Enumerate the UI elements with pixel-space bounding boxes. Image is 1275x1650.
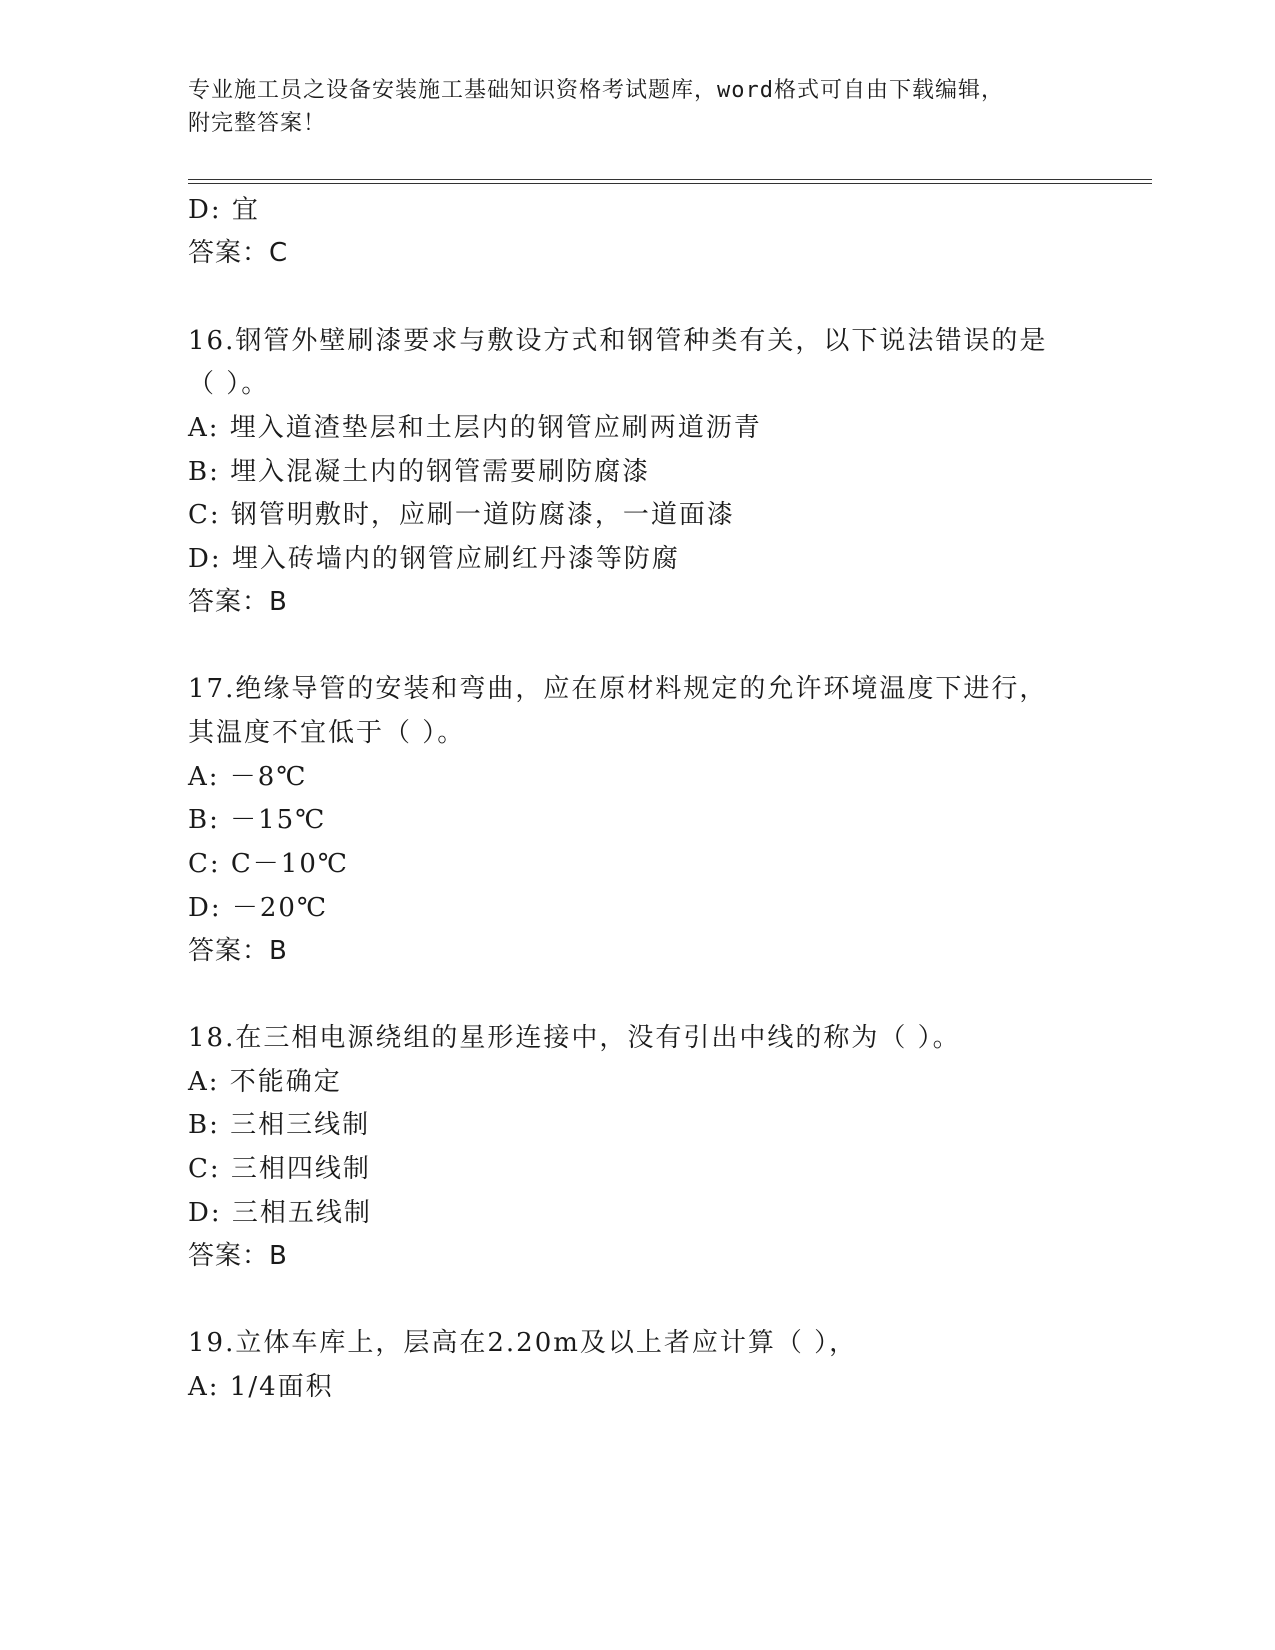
question-16-option-a: A: 埋入道渣垫层和土层内的钢管应刷两道沥青 [188,413,762,443]
question-16-option-b: B: 埋入混凝土内的钢管需要刷防腐漆 [188,457,651,487]
document-header [188,74,1088,140]
question-18-answer: 答案：B [188,1241,288,1271]
question-17-option-b: B: －15℃ [188,805,327,835]
question-18-option-d: D: 三相五线制 [188,1198,372,1228]
question-18-stem-line-1: 18.在三相电源绕组的星形连接中，没有引出中线的称为（ ）。 [188,1023,961,1053]
question-18-option-a: A: 不能确定 [188,1067,342,1097]
question-19-option-a: A: 1/4面积 [188,1372,334,1402]
question-16-option-c: C: 钢管明敷时，应刷一道防腐漆，一道面漆 [188,500,735,530]
question-16-stem-line-2: （ ）。 [188,369,270,399]
question-16-stem-line-1: 16.钢管外壁刷漆要求与敷设方式和钢管种类有关，以下说法错误的是 [188,326,1048,356]
question-17-answer: 答案：B [188,936,288,966]
header-divider-bottom [188,183,1152,184]
header-line-2: 附完整答案！ [188,111,327,136]
prev-question-answer: 答案：C [188,238,289,268]
question-19-stem-line-1: 19.立体车库上，层高在2.20m及以上者应计算（ ）， [188,1328,858,1358]
question-17-stem-line-1: 17.绝缘导管的安装和弯曲，应在原材料规定的允许环境温度下进行， [188,674,1048,704]
header-divider-top [188,179,1152,180]
question-18-option-b: B: 三相三线制 [188,1110,371,1140]
prev-question-option-d: D: 宜 [188,195,260,225]
question-16-answer: 答案：B [188,587,288,617]
question-17-option-c: C: C－10℃ [188,849,349,879]
question-16-option-d: D: 埋入砖墙内的钢管应刷红丹漆等防腐 [188,544,680,574]
question-17-stem-line-2: 其温度不宜低于（ ）。 [188,718,466,748]
question-17-option-d: D: －20℃ [188,893,329,923]
question-18-option-c: C: 三相四线制 [188,1154,371,1184]
header-line-1: 专业施工员之设备安装施工基础知识资格考试题库，word格式可自由下载编辑， [188,78,1004,103]
question-17-option-a: A: －8℃ [188,762,308,792]
